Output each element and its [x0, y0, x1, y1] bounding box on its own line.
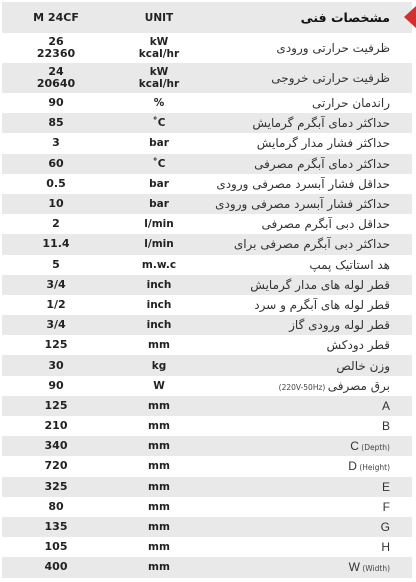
- unit-primary: mm: [148, 339, 170, 352]
- spec-description: [208, 480, 412, 494]
- unit-primary: mm: [148, 541, 170, 554]
- unit-value: [110, 460, 208, 472]
- unit-header: UNIT: [144, 11, 174, 24]
- unit-secondary: kcal/hr: [138, 48, 180, 60]
- table-row: [2, 275, 412, 295]
- description-text: C: [350, 439, 359, 454]
- description-text: هد استاتیک پمپ: [309, 257, 390, 272]
- value-primary: 325: [44, 479, 68, 493]
- table-row: [2, 93, 412, 113]
- description-text: A: [381, 398, 390, 413]
- model-value: [2, 420, 110, 432]
- value-primary: 720: [44, 459, 68, 473]
- description-text: راندمان حرارتی: [312, 96, 390, 111]
- model-value: [2, 66, 110, 90]
- unit-value: [110, 299, 208, 311]
- table-row: [2, 33, 412, 63]
- unit-value: [110, 36, 208, 60]
- model-value: [2, 36, 110, 60]
- value-secondary: 22360: [36, 47, 76, 60]
- model-header: M 24CF: [33, 11, 79, 24]
- spec-description: [208, 459, 412, 473]
- unit-value: [110, 319, 208, 331]
- value-primary: 10: [48, 197, 64, 211]
- spec-description: [208, 359, 412, 373]
- table-row: [2, 477, 412, 497]
- model-value: [2, 259, 110, 271]
- description-text: W: [348, 560, 360, 575]
- model-value: [2, 198, 110, 210]
- value-primary: 30: [48, 358, 64, 372]
- table-body: [2, 33, 412, 578]
- unit-value: [110, 360, 208, 372]
- table-row: [2, 295, 412, 315]
- value-primary: 3: [52, 136, 60, 150]
- description-text: E: [381, 479, 390, 494]
- unit-primary: inch: [146, 319, 172, 332]
- value-primary: 60: [48, 156, 64, 170]
- spec-description: [208, 540, 412, 554]
- model-value: [2, 238, 110, 250]
- unit-primary: kW: [149, 66, 169, 78]
- value-primary: 210: [44, 419, 68, 433]
- value-primary: 90: [48, 378, 64, 392]
- model-value: [2, 97, 110, 109]
- unit-value: [110, 501, 208, 513]
- unit-primary: %: [153, 97, 165, 110]
- model-value: [2, 501, 110, 513]
- spec-description: [208, 278, 412, 292]
- model-value: [2, 137, 110, 149]
- value-primary: 3/4: [46, 318, 66, 332]
- spec-description: [208, 136, 412, 150]
- value-primary: 24: [48, 65, 64, 78]
- red-arrow-icon: [404, 6, 416, 28]
- model-value: [2, 158, 110, 170]
- table-row: [2, 255, 412, 275]
- unit-primary: kW: [149, 36, 169, 48]
- description-text: F: [382, 499, 390, 514]
- unit-primary: bar: [149, 177, 169, 190]
- unit-value: [110, 561, 208, 573]
- unit-primary: inch: [146, 298, 172, 311]
- table-row: [2, 497, 412, 517]
- description-note: (Height): [356, 463, 390, 473]
- spec-description: [208, 500, 412, 514]
- table-row: [2, 315, 412, 335]
- description-text: وزن خالص: [336, 358, 390, 373]
- spec-description: [208, 258, 412, 272]
- description-text: حداکثر دبی آبگرم مصرفی برای: [233, 237, 390, 252]
- spec-table: [2, 2, 412, 578]
- unit-primary: inch: [146, 278, 172, 291]
- model-value: [2, 178, 110, 190]
- model-value: [2, 339, 110, 351]
- spec-description: [208, 197, 412, 211]
- spec-description: [208, 520, 412, 534]
- unit-value: [110, 178, 208, 190]
- value-primary: 125: [44, 338, 68, 352]
- unit-value: [110, 279, 208, 291]
- unit-primary: kg: [151, 359, 167, 372]
- unit-primary: m.w.c: [141, 258, 177, 271]
- unit-primary: ˚C: [152, 157, 166, 170]
- value-primary: 80: [48, 499, 64, 513]
- description-text: قطر لوله ورودی گاز: [289, 318, 390, 333]
- value-primary: 90: [48, 96, 64, 110]
- model-value: [2, 279, 110, 291]
- description-text: قطر دودکش: [326, 338, 390, 353]
- value-primary: 340: [44, 439, 68, 453]
- description-text: قطر لوله های آبگرم و سرد: [254, 297, 390, 312]
- description-text: حداکثر فشار مدار گرمایش: [256, 136, 390, 151]
- unit-primary: mm: [148, 420, 170, 433]
- table-row: [2, 234, 412, 254]
- table-row: [2, 335, 412, 355]
- unit-value: [110, 238, 208, 250]
- table-row: [2, 537, 412, 557]
- spec-description: [208, 419, 412, 433]
- unit-value: [110, 339, 208, 351]
- spec-description: [208, 318, 412, 332]
- unit-value: [110, 97, 208, 109]
- spec-description: [208, 237, 412, 251]
- value-secondary: 20640: [36, 77, 76, 90]
- description-text: حداقل دبی آبگرم مصرفی: [261, 217, 390, 232]
- description-text: قطر لوله های مدار گرمایش: [250, 277, 390, 292]
- table-row: [2, 133, 412, 153]
- model-value: [2, 319, 110, 331]
- unit-primary: mm: [148, 399, 170, 412]
- unit-value: [110, 481, 208, 493]
- unit-primary: mm: [148, 500, 170, 513]
- unit-primary: mm: [148, 460, 170, 473]
- value-primary: 26: [48, 35, 64, 48]
- spec-description: [208, 177, 412, 191]
- unit-primary: mm: [148, 440, 170, 453]
- unit-value: [110, 66, 208, 90]
- value-primary: 1/2: [46, 297, 66, 311]
- description-note: (Width): [359, 564, 390, 574]
- table-row: [2, 214, 412, 234]
- description-text: H: [381, 540, 390, 555]
- unit-primary: bar: [149, 198, 169, 211]
- model-value: [2, 299, 110, 311]
- unit-primary: W: [153, 379, 165, 392]
- spec-description: [208, 71, 412, 85]
- table-row: [2, 154, 412, 174]
- unit-value: [110, 440, 208, 452]
- spec-description: [208, 96, 412, 110]
- unit-value: [110, 420, 208, 432]
- table-row: [2, 557, 412, 577]
- unit-value: [110, 117, 208, 129]
- table-row: [2, 113, 412, 133]
- unit-primary: bar: [149, 137, 169, 150]
- description-text: حداکثر فشار آبسرد مصرفی ورودی: [215, 197, 390, 212]
- value-primary: 11.4: [42, 237, 70, 251]
- model-value: [2, 440, 110, 452]
- unit-secondary: kcal/hr: [138, 78, 180, 90]
- unit-value: [110, 400, 208, 412]
- table-row: [2, 456, 412, 476]
- description-text: حداکثر دمای آبگرم گرمایش: [252, 116, 390, 131]
- unit-primary: mm: [148, 561, 170, 574]
- description-note: (Depth): [358, 443, 390, 453]
- spec-description: [208, 157, 412, 171]
- unit-primary: ˚C: [152, 117, 166, 130]
- unit-value: [110, 218, 208, 230]
- unit-value: [110, 380, 208, 392]
- model-value: [2, 380, 110, 392]
- table-header: [2, 2, 412, 33]
- value-primary: 105: [44, 540, 68, 554]
- model-value: [2, 117, 110, 129]
- unit-value: [110, 198, 208, 210]
- table-row: [2, 355, 412, 375]
- table-row: [2, 376, 412, 396]
- spec-description: [208, 116, 412, 130]
- model-value: [2, 218, 110, 230]
- spec-description: [208, 338, 412, 352]
- unit-value: [110, 521, 208, 533]
- unit-value: [110, 541, 208, 553]
- description-text: ظرفیت حرارتی خروجی: [271, 71, 390, 85]
- table-row: [2, 63, 412, 93]
- value-primary: 0.5: [46, 176, 66, 190]
- description-text: D: [348, 459, 357, 474]
- value-primary: 3/4: [46, 277, 66, 291]
- value-primary: 2: [52, 217, 60, 231]
- spec-description: [208, 439, 412, 453]
- unit-primary: mm: [148, 480, 170, 493]
- description-text: حداکثر دمای آبگرم مصرفی: [254, 156, 390, 171]
- model-value: [2, 521, 110, 533]
- value-primary: 125: [44, 398, 68, 412]
- table-row: [2, 416, 412, 436]
- spec-description: [208, 379, 412, 393]
- description-text: G: [380, 520, 390, 535]
- unit-value: [110, 158, 208, 170]
- table-row: [2, 174, 412, 194]
- unit-value: [110, 259, 208, 271]
- model-value: [2, 360, 110, 372]
- spec-description: [208, 560, 412, 574]
- value-primary: 85: [48, 116, 64, 130]
- description-text: حداقل فشار آبسرد مصرفی ورودی: [216, 176, 390, 191]
- value-primary: 5: [52, 257, 60, 271]
- spec-description: [208, 217, 412, 231]
- spec-description: [208, 41, 412, 55]
- spec-description: [208, 298, 412, 312]
- unit-primary: l/min: [144, 218, 174, 231]
- description-text: B: [381, 419, 390, 434]
- table-row: [2, 396, 412, 416]
- table-row: [2, 517, 412, 537]
- model-value: [2, 481, 110, 493]
- value-primary: 135: [44, 520, 68, 534]
- model-value: [2, 400, 110, 412]
- model-value: [2, 460, 110, 472]
- model-value: [2, 561, 110, 573]
- unit-primary: l/min: [144, 238, 174, 251]
- unit-value: [110, 137, 208, 149]
- table-row: [2, 194, 412, 214]
- spec-description: [208, 399, 412, 413]
- description-text: ظرفیت حرارتی ورودی: [276, 41, 390, 55]
- table-title: مشخصات فنی: [300, 10, 390, 25]
- description-note: (220V-50Hz): [278, 382, 328, 392]
- unit-primary: mm: [148, 521, 170, 534]
- model-value: [2, 541, 110, 553]
- description-text: برق مصرفی: [327, 378, 390, 393]
- value-primary: 400: [44, 560, 68, 574]
- table-row: [2, 436, 412, 456]
